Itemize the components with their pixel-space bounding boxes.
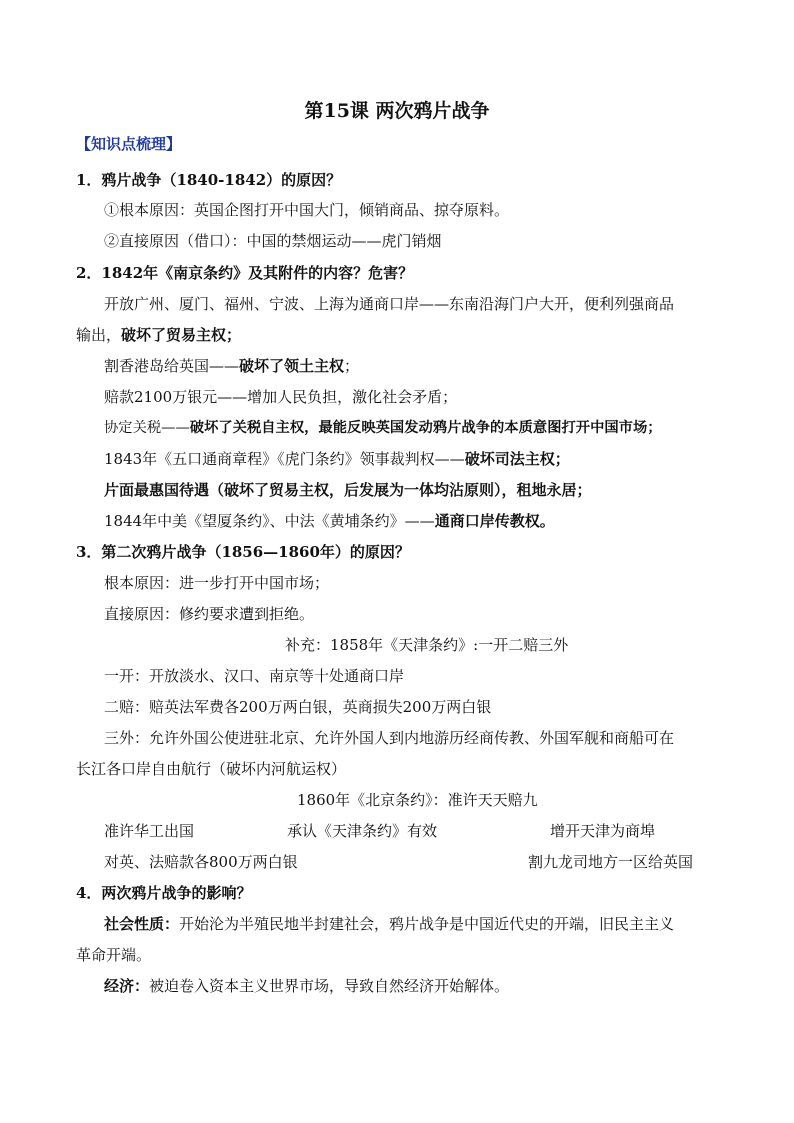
q4-econ-label: 经济：: [104, 977, 150, 995]
q3-supplement: 补充：1858年《天津条约》:一开二赔三外: [285, 636, 569, 654]
q1-root-cause: ①根本原因：英国企图打开中国大门，倾销商品、掠夺原料。: [104, 201, 510, 219]
q2-p7-text: 1844年中美《望厦条约》、中法《黄埔条约》——: [104, 512, 435, 530]
q3-grid-1: 准许华工出国: [104, 822, 195, 840]
page-title: 第15课 两次鸦片战争: [304, 100, 490, 122]
section-tag: 【知识点梳理】: [76, 135, 182, 153]
question-4-heading: 4．两次鸦片战争的影响？: [76, 884, 252, 902]
q2-p1-bold: 破坏了贸易主权；: [121, 326, 242, 344]
q3-root-cause: 根本原因：进一步打开中国市场；: [104, 574, 330, 592]
question-2-heading: 2．1842年《南京条约》及其附件的内容？危害？: [76, 264, 414, 282]
q2-paragraph-3: 赔款2100万银元——增加人民负担，激化社会矛盾；: [104, 388, 458, 406]
q2-p7-bold: 通商口岸传教权。: [434, 512, 555, 530]
q3-sanwai-cont: 长江各口岸自由航行（破坏内河航运权）: [76, 760, 347, 778]
q4-social: [104, 914, 674, 934]
q3-sanwai: 三外：允许外国公使进驻北京、允许外国人到内地游历经商传教、外国军舰和商船可在: [104, 729, 675, 747]
q2-paragraph-1-cont: [76, 325, 241, 345]
q2-p4-bold: 破坏了关税自主权，最能反映英国发动鸦片战争的本质意图打开中国市场；: [189, 420, 662, 436]
q3-grid-5: 割九龙司地方一区给英国: [528, 853, 694, 871]
q3-direct-cause: 直接原因：修约要求遭到拒绝。: [104, 605, 315, 623]
q2-p2-end: ；: [344, 357, 360, 375]
q2-p5-bold: 破坏司法主权；: [464, 450, 570, 468]
q2-p5-text: 1843年《五口通商章程》《虎门条约》领事裁判权——: [104, 450, 465, 468]
q3-erpei: 二赔：赔英法军费各200万两白银，英商损失200万两白银: [104, 698, 492, 716]
question-1-heading: 1．鸦片战争（1840-1842）的原因？: [76, 171, 342, 189]
q3-grid-4: 对英、法赔款各800万两白银: [104, 853, 298, 871]
q2-p2-bold: 破坏了领土主权: [239, 357, 345, 375]
q2-paragraph-5: [104, 449, 570, 469]
q1-direct-cause: ②直接原因（借口）：中国的禁烟运动——虎门销烟: [104, 232, 442, 250]
q2-paragraph-2: [104, 356, 359, 376]
question-3-heading: 3．第二次鸦片战争（1856—1860年）的原因？: [76, 543, 410, 561]
q2-paragraph-6: 片面最惠国待遇（破坏了贸易主权，后发展为一体均沾原则），租地永居；: [104, 481, 592, 499]
q4-social-cont: 革命开端。: [76, 946, 152, 964]
q3-grid-2: 承认《天津条约》有效: [287, 822, 438, 840]
q2-p2-text: 割香港岛给英国——: [104, 357, 240, 375]
q2-p1-text: 输出，: [76, 326, 122, 344]
q3-grid-3: 增开天津为商埠: [550, 822, 656, 840]
q2-paragraph-4: [104, 418, 662, 438]
q3-yikai: 一开：开放淡水、汉口、南京等十处通商口岸: [104, 667, 405, 685]
q2-paragraph-7: [104, 511, 555, 531]
q3-beijing-treaty: 1860年《北京条约》：准许天天赔九: [297, 791, 538, 809]
q2-p4-text: 协定关税——: [104, 420, 190, 436]
q4-social-text: 开始沦为半殖民地半封建社会，鸦片战争是中国近代史的开端，旧民主主义: [179, 915, 675, 933]
q4-economy: [104, 976, 509, 996]
q4-econ-text: 被迫卷入资本主义世界市场，导致自然经济开始解体。: [149, 977, 510, 995]
q4-social-label: 社会性质：: [104, 915, 180, 933]
q2-paragraph-1: 开放广州、厦门、福州、宁波、上海为通商口岸——东南沿海门户大开，便利列强商品: [104, 295, 675, 313]
